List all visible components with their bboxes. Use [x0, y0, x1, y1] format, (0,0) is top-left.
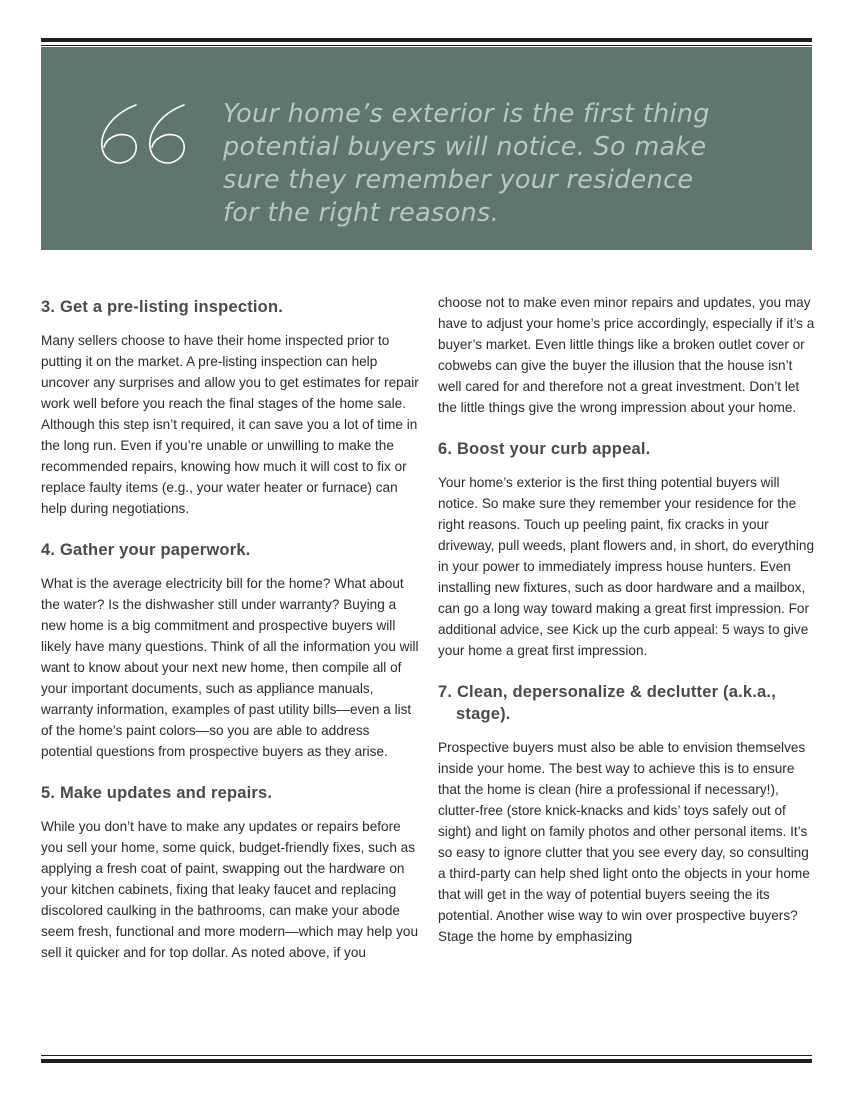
pull-quote-text	[223, 98, 783, 230]
left-column	[41, 296, 421, 963]
section-6-body: Your home’s exterior is the first thing potential buyers will notice. So make sure they remember your residence for the right reasons. Touch up peeling paint, fix cracks in your driveway, pull weeds, plant flowers and, in short, do everything in your power to immediately impress house hunters. Even installing new fixtures, such as door hardware and a mailbox, can go a long way toward making a great first impression. For additional advice, see Kick up the curb appeal: 5 ways to give your home a great first impression.	[438, 475, 815, 658]
section-6-heading: 6. Boost your curb appeal.	[438, 440, 651, 458]
pull-quote-line: Your home’s exterior is the first thing	[223, 99, 710, 129]
pull-quote-line: sure they remember your residence	[223, 165, 694, 195]
pull-quote-line: potential buyers will notice. So make	[223, 132, 707, 162]
section-4-body: What is the average electricity bill for the home? What about the water? Is the dishwasher still under warranty? Buying a new home is a big commitment and prospective buyers will likely have many questions. Think of all the information you will want to know about your next new home, then compile all of your important documents, such as appliance manuals, warranty information, examples of past utility bills—even a list of the home’s paint colors—so you are able to address potential questions from prospective buyers as they arise.	[41, 576, 419, 759]
section-7-heading: 7. Clean, depersonalize & declutter (a.k.a., stage).	[438, 683, 776, 723]
section-3-body: Many sellers choose to have their home inspected prior to putting it on the market. A pre-listing inspection can help uncover any surprises and allow you to get estimates for repair work well before you reach the final stages of the home sale. Although this step isn’t required, it can save you a lot of time in the long run. Even if you’re unable or unwilling to make the recommended repairs, knowing how much it will cost to fix or replace faulty items (e.g., your water heater or furnace) can help during negotiations.	[41, 333, 419, 516]
quote-mark-icon	[96, 97, 196, 167]
section-5-body-part2: choose not to make even minor repairs and updates, you may have to adjust your home’s price accordingly, especially if it’s a buyer’s market. Even little things like a broken outlet cover or cobwebs can give the buyer the illusion that the house isn’t well cared for and therefore not a great investment. Don’t let the little things give the wrong impression about your home.	[438, 295, 815, 415]
top-rule-thin	[41, 45, 812, 46]
pull-quote-line: for the right reasons.	[223, 198, 499, 228]
bottom-rule-thick	[41, 1059, 812, 1063]
section-7-body: Prospective buyers must also be able to envision themselves inside your home. The best way to achieve this is to ensure that the home is clean (hire a professional if necessary!), clutter-free (store knick-knacks and kids’ toys safely out of sight) and light on family photos and other personal items. It’s so easy to ignore clutter that you see every day, so consulting a third-party can help shed light onto the objects in your home that will get in the way of potential buyers seeing the its potential. Another wise way to win over prospective buyers? Stage the home by emphasizing	[438, 740, 810, 944]
top-rule-thick	[41, 38, 812, 42]
pull-quote-box	[41, 47, 812, 250]
section-3-heading: 3. Get a pre-listing inspection.	[41, 298, 284, 316]
section-5-body-part1: While you don’t have to make any updates or repairs before you sell your home, some quick, budget-friendly fixes, such as applying a fresh coat of paint, swapping out the hardware on your kitchen cabinets, fixing that leaky faucet and replacing discolored caulking in the bathrooms, can make your abode seem fresh, functional and more modern—which may help you sell it quicker and for top dollar. As noted above, if you	[41, 819, 419, 960]
section-5-heading: 5. Make updates and repairs.	[41, 784, 273, 802]
bottom-rule-thin	[41, 1055, 812, 1056]
section-4-heading: 4. Gather your paperwork.	[41, 541, 251, 559]
right-column	[438, 296, 818, 947]
